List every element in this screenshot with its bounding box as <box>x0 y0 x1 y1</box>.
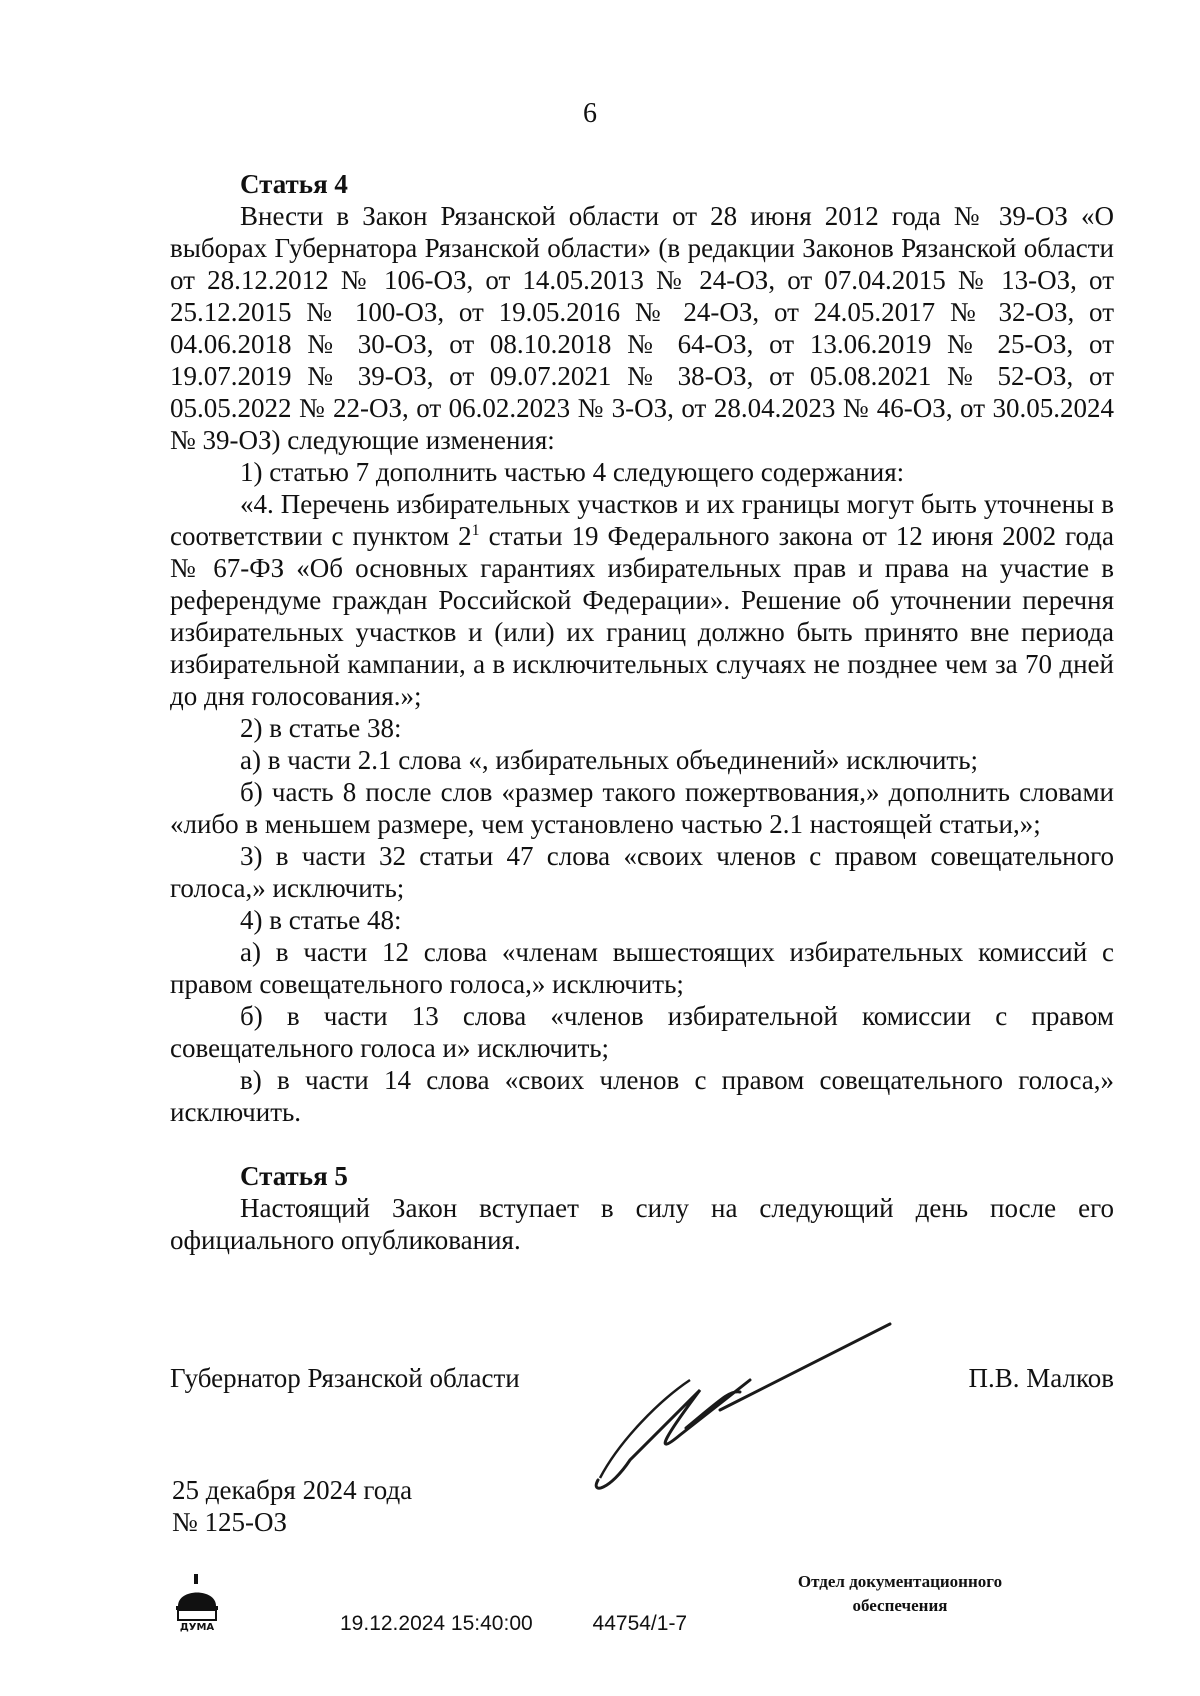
article4-item4c: в) в части 14 слова «своих членов с правом совещательного голоса,» исключить. <box>170 1065 1114 1127</box>
article4-intro: Внести в Закон Рязанской области от 28 июня 2012 года № 39-ОЗ «О выборах Губернатора Рязанской области» (в редакции Законов Рязанской области от 28.12.2012 № 106-ОЗ, от 14.05.2013 № 24-ОЗ, от 07.04.2015 № 13-ОЗ, от 25.12.2015 № 100-ОЗ, от 19.05.2016 № 24-ОЗ, от 24.05.2017 № 32-ОЗ, от 04.06.2018 № 30-ОЗ, от 08.10.2018 № 64-ОЗ, от 13.06.2019 № 25-ОЗ, от 19.07.2019 № 39-ОЗ, от 09.07.2021 № 38-ОЗ, от 05.08.2021 № 52-ОЗ, от 05.05.2022 № 22-ОЗ, от 06.02.2023 № 3-ОЗ, от 28.04.2023 № 46-ОЗ, от 30.05.2024 № 39-ОЗ) следующие изменения: <box>170 201 1114 455</box>
article4-item3: 3) в части 32 статьи 47 слова «своих членов с правом совещательного голоса,» исключить; <box>170 841 1114 903</box>
article4-item4b: б) в части 13 слова «членов избирательной комиссии с правом совещательного голоса и» исключить; <box>170 1001 1114 1063</box>
dept-line2: обеспечения <box>852 1596 948 1615</box>
signing-date: 25 декабря 2024 года <box>172 1475 413 1505</box>
spacer <box>170 1128 1114 1160</box>
article5-text: Настоящий Закон вступает в силу на следующий день после его официального опубликования. <box>170 1193 1114 1255</box>
handwritten-signature <box>590 1320 910 1500</box>
article4-item4: 4) в статье 48: <box>240 905 402 935</box>
page-number: 6 <box>583 98 597 129</box>
article4-item4a: а) в части 12 слова «членам вышестоящих избирательных комиссий с правом совещательного голоса,» исключить; <box>170 937 1114 999</box>
footer-timestamp: 19.12.2024 15:40:00 <box>340 1612 533 1635</box>
article4-heading: Статья 4 <box>240 169 348 199</box>
article4-item2a: а) в части 2.1 слова «, избирательных объединений» исключить; <box>240 745 979 775</box>
date-block <box>172 1474 412 1538</box>
dept-line1: Отдел документационного <box>797 1572 1003 1591</box>
footer-code: 44754/1-7 <box>592 1612 688 1635</box>
document-body <box>170 168 1114 1256</box>
footer-stamp <box>340 1612 741 1636</box>
logo-lettering: ДУМА <box>179 1622 215 1632</box>
article4-item1: 1) статью 7 дополнить частью 4 следующего содержания: <box>240 457 905 487</box>
signer-position: Губернатор Рязанской области <box>170 1363 520 1393</box>
signer-name: П.В. Малков <box>968 1363 1114 1393</box>
quote-superscript: 1 <box>471 522 480 539</box>
department-stamp <box>760 1570 1040 1618</box>
article4-quote <box>170 488 1114 712</box>
quote-part-b: статьи 19 Федерального закона от 12 июня 2002 года № 67-ФЗ «Об основных гарантиях избирательных прав и права на участие в референдуме граждан Российской Федерации». Решение об уточнении перечня избирательных участков и (или) их границ должно быть принято вне периода избирательной кампании, а в исключительных случаях не позднее чем за 70 дней до дня голосования.»; <box>170 521 1114 711</box>
article4-item2b: б) часть 8 после слов «размер такого пожертвования,» дополнить словами «либо в меньшем размере, чем установлено частью 2.1 настоящей статьи,»; <box>170 777 1114 839</box>
duma-logo-icon <box>172 1572 222 1632</box>
article5-heading: Статья 5 <box>240 1161 348 1191</box>
law-number: № 125-ОЗ <box>172 1507 288 1537</box>
article4-item2: 2) в статье 38: <box>240 713 402 743</box>
quote-part-a: «4. Перечень избирательных участков и их границы могут быть уточнены в соответствии с пунктом 2 <box>170 489 1114 551</box>
